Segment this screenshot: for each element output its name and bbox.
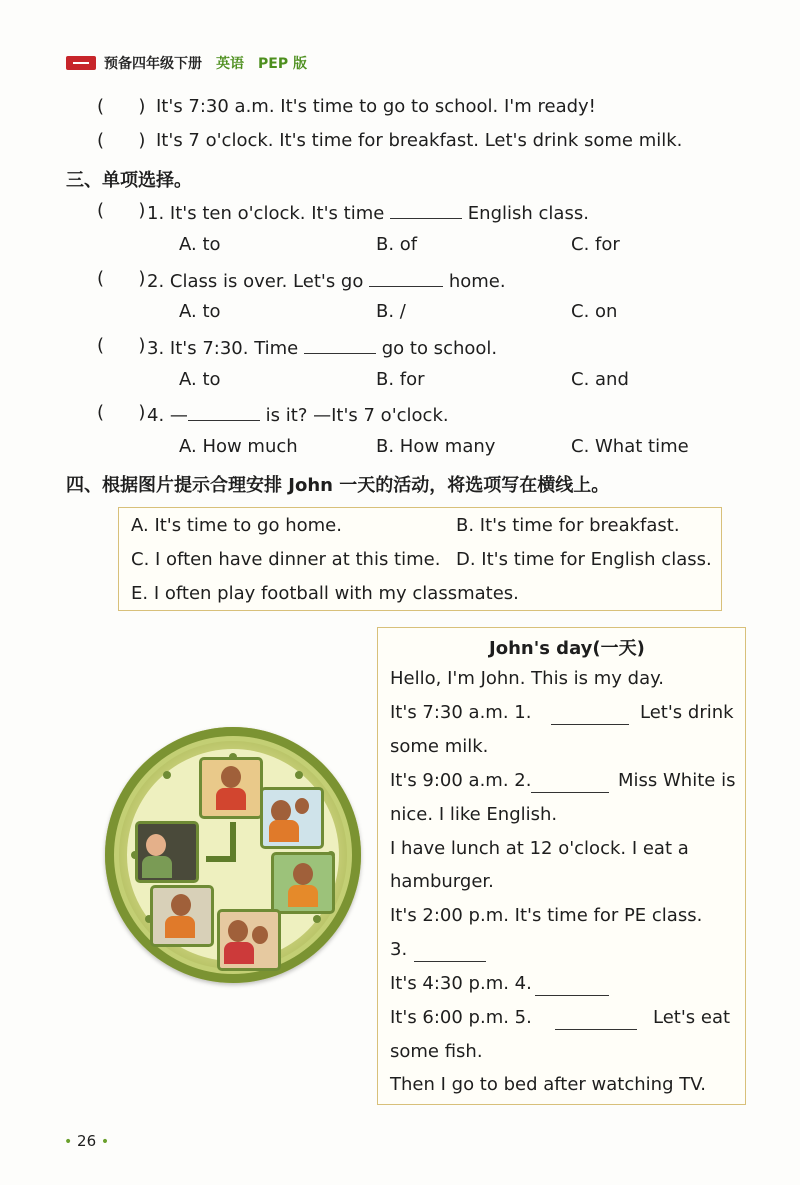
book-title: 预备四年级下册: [104, 56, 202, 72]
johns-day-box: [377, 627, 746, 1105]
story-line: nice. I like English.: [390, 804, 558, 825]
option-c: C. What time: [571, 436, 689, 457]
answer-paren[interactable]: ( ): [97, 335, 146, 356]
option-a: A. to: [179, 234, 221, 255]
story-line: It's 2:00 p.m. It's time for PE class.: [390, 905, 703, 926]
question-number: 4.: [147, 405, 165, 426]
page-number: 26: [77, 1132, 97, 1150]
dinner-picture: [217, 909, 281, 971]
option-a: A. How much: [179, 436, 298, 457]
hour-mark: [295, 771, 303, 779]
story-line: Hello, I'm John. This is my day.: [390, 668, 664, 689]
publisher-logo-icon: [66, 56, 96, 70]
question-text: —: [169, 405, 188, 426]
go-home-picture: [271, 852, 335, 914]
story-line: It's 6:00 p.m. 5.: [390, 1007, 532, 1028]
answer-blank-1[interactable]: [551, 706, 629, 725]
johns-day-title: John's day(一天): [489, 638, 645, 659]
story-line: Then I go to bed after watching TV.: [390, 1074, 706, 1095]
breakfast-picture: [199, 757, 263, 819]
football-picture: [260, 787, 324, 849]
option-b: B. for: [376, 369, 425, 390]
answer-blank-4[interactable]: [535, 977, 609, 996]
answer-blank[interactable]: [188, 402, 260, 421]
hour-mark: [163, 771, 171, 779]
option-a: A. to: [179, 301, 221, 322]
answer-blank-3[interactable]: [414, 943, 486, 962]
story-line: hamburger.: [390, 871, 494, 892]
activity-option-a: A. It's time to go home.: [131, 515, 342, 536]
top-item-1: It's 7:30 a.m. It's time to go to school. I'm ready!: [156, 96, 596, 117]
activity-option-b: B. It's time for breakfast.: [456, 515, 680, 536]
answer-paren[interactable]: ( ): [97, 402, 146, 423]
english-class-picture: [135, 821, 199, 883]
question-text-end: is it? —It's 7 o'clock.: [265, 405, 449, 426]
page-number-footer: [64, 1132, 109, 1150]
answer-paren[interactable]: ( ): [97, 130, 146, 151]
answer-blank[interactable]: [369, 268, 443, 287]
option-b: B. /: [376, 301, 406, 322]
option-c: C. and: [571, 369, 629, 390]
bullet-icon: •: [64, 1134, 73, 1150]
lunch-picture: [150, 885, 214, 947]
answer-blank-2[interactable]: [531, 774, 609, 793]
top-item-2: It's 7 o'clock. It's time for breakfast. Let's drink some milk.: [156, 130, 683, 151]
bullet-icon: •: [100, 1134, 110, 1150]
question-text-end: English class.: [467, 203, 589, 224]
story-line: 3.: [390, 939, 408, 960]
answer-blank[interactable]: [304, 335, 376, 354]
question-number: 1.: [147, 203, 165, 224]
answer-blank-5[interactable]: [555, 1011, 637, 1030]
hour-mark: [313, 915, 321, 923]
activity-options-box: [118, 507, 722, 611]
story-line: It's 7:30 a.m. 1.: [390, 702, 532, 723]
answer-paren[interactable]: ( ): [97, 268, 146, 289]
question-text: Class is over. Let's go: [169, 271, 364, 292]
activity-option-e: E. I often play football with my classmates.: [131, 583, 519, 604]
question-text-end: home.: [448, 271, 506, 292]
story-line: It's 9:00 a.m. 2.: [390, 770, 532, 791]
question-number: 2.: [147, 271, 165, 292]
question-text: It's 7:30. Time: [169, 338, 299, 359]
activity-option-c: C. I often have dinner at this time.: [131, 549, 441, 570]
daily-clock-illustration: [105, 727, 361, 983]
question-number: 3.: [147, 338, 165, 359]
answer-blank[interactable]: [390, 200, 462, 219]
story-line: I have lunch at 12 o'clock. I eat a: [390, 838, 689, 859]
section-3-title: 三、单项选择。: [66, 170, 192, 191]
story-line: Let's drink: [640, 702, 734, 723]
story-line: Miss White is: [618, 770, 736, 791]
edition-label: PEP 版: [258, 56, 307, 72]
story-line: It's 4:30 p.m. 4.: [390, 973, 532, 994]
question-text-end: go to school.: [381, 338, 498, 359]
answer-paren[interactable]: ( ): [97, 96, 146, 117]
section-4-title: 四、根据图片提示合理安排 John 一天的活动，将选项写在横线上。: [66, 475, 610, 496]
answer-paren[interactable]: ( ): [97, 200, 146, 221]
option-a: A. to: [179, 369, 221, 390]
question-text: It's ten o'clock. It's time: [169, 203, 385, 224]
option-b: B. of: [376, 234, 418, 255]
subject-label: 英语: [216, 56, 244, 72]
hour-hand: [206, 856, 236, 862]
story-line: some milk.: [390, 736, 489, 757]
option-c: C. on: [571, 301, 618, 322]
activity-option-d: D. It's time for English class.: [456, 549, 712, 570]
option-b: B. How many: [376, 436, 496, 457]
story-line: some fish.: [390, 1041, 483, 1062]
story-line: Let's eat: [653, 1007, 731, 1028]
option-c: C. for: [571, 234, 620, 255]
